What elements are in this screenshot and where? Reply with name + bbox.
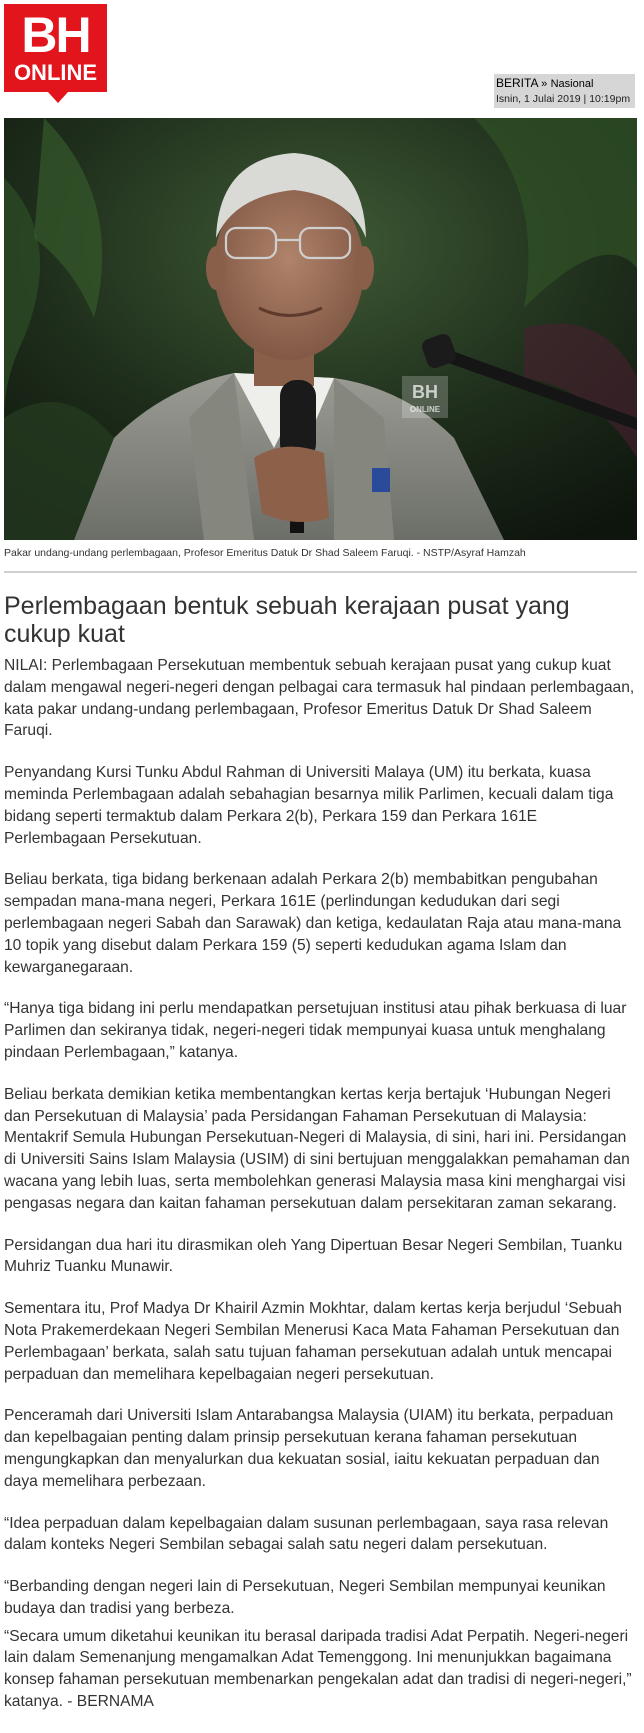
logo-online-text: ONLINE <box>13 60 98 85</box>
logo-speech-tail <box>48 92 68 103</box>
photo-watermark-bh: BH <box>412 382 438 402</box>
bh-online-logo[interactable] <box>4 4 107 103</box>
breadcrumb-subsection[interactable]: Nasional <box>550 78 594 90</box>
breadcrumb <box>496 76 593 91</box>
article-paragraph: Persidangan dua hari itu dirasmikan oleh Yang Dipertuan Besar Negeri Sembilan, Tuanku Muhriz Tuanku Munawir. <box>4 1236 623 1276</box>
article-paragraph: “Hanya tiga bidang ini perlu mendapatkan persetujuan institusi atau pihak berkuasa di luar Parlimen dan sekiranya tidak, negeri-negeri tidak mempunyai kuasa untuk menghalang pindaan Perlembagaan,” katanya. <box>4 1000 627 1061</box>
article-title: Perlembagaan bentuk sebuah kerajaan pusat yang cukup kuat <box>4 592 570 648</box>
logo-bh-text: BH <box>21 7 90 63</box>
article-body <box>4 655 636 1733</box>
article-meta <box>494 74 635 108</box>
article-paragraph: NILAI: Perlembagaan Persekutuan membentuk sebuah kerajaan pusat yang cukup kuat dalam mengawal negeri-negeri dengan pelbagai cara termasuk hal pindaan perlembagaan, kata pakar undang-undang perlembagaan, Profesor Emeritus Datuk Dr Shad Saleem Faruqi. <box>4 657 635 740</box>
breadcrumb-section[interactable]: BERITA <box>496 76 538 90</box>
photo-watermark-online: ONLINE <box>409 405 441 414</box>
speaker-photo-illustration <box>4 118 637 540</box>
article-paragraph: “Secara umum diketahui keunikan itu berasal daripada tradisi Adat Perpatih. Negeri-negeri lain dalam Semenanjung mengamalkan Adat Temenggong. Ini menunjukkan bagaimana konsep fahaman persekutuan membenarkan pengekalan adat dan tradisi di negeri-negeri,” katanya. - BERNAMA <box>4 1627 632 1711</box>
divider <box>4 571 637 573</box>
photo-caption: Pakar undang-undang perlembagaan, Profesor Emeritus Datuk Dr Shad Saleem Faruqi. - NSTP/Asyraf Hamzah <box>4 547 526 559</box>
breadcrumb-separator: » <box>541 78 548 90</box>
article-photo <box>4 118 637 540</box>
article-paragraph: Penceramah dari Universiti Islam Antarabangsa Malaysia (UIAM) itu berkata, perpaduan dan kepelbagaian penting dalam prinsip persekutuan kerana fahaman persekutuan mengungkapkan dan menyalurkan dua kekuatan sosial, iaitu kekuatan perpaduan dan daya memelihara perbezaan. <box>4 1407 614 1490</box>
article-paragraph: Sementara itu, Prof Madya Dr Khairil Azmin Mokhtar, dalam kertas kerja berjudul ‘Sebuah Nota Prakemerdekaan Negeri Sembilan Menerusi Kaca Mata Fahaman Persekutuan dan Perlembagaan’ berkata, salah satu tujuan fahaman persekutuan adalah untuk mencapai perpaduan dan memelihara kepelbagaian negeri persekutuan. <box>4 1300 622 1383</box>
article-paragraph: Beliau berkata demikian ketika membentangkan kertas kerja bertajuk ‘Hubungan Negeri dan Persekutuan di Malaysia’ pada Persidangan Fahaman Persekutuan di Malaysia: Mentakrif Semula Hubungan Persekutuan-Negeri di Malaysia, di sini, hari ini. Persidangan di Universiti Sains Islam Malaysia (USIM) di sini bertujuan menggalakkan pemahaman dan wacana yang lebih luas, serta membolehkan generasi Malaysia masa kini menghargai visi pengasas negara dan kaitan fahaman persekutuan dalam persekitaran zaman sekarang. <box>4 1085 630 1212</box>
publish-date: Isnin, 1 Julai 2019 | 10:19pm <box>496 93 631 105</box>
article-paragraph: “Berbanding dengan negeri lain di Persekutuan, Negeri Sembilan mempunyai keunikan budaya dan tradisi yang berbeza. <box>4 1578 606 1617</box>
article-paragraph: “Idea perpaduan dalam kepelbagaian dalam susunan perlembagaan, saya rasa relevan dalam konteks Negeri Sembilan sebagai salah satu negeri dalam persekutuan. <box>4 1514 609 1554</box>
article-paragraph: Beliau berkata, tiga bidang berkenaan adalah Perkara 2(b) membabitkan pengubahan sempadan mana-mana negeri, Perkara 161E (perlindungan kedudukan dari segi perlembagaan negeri Sabah dan Sarawak) dan ketiga, kedaulatan Raja atau mana-mana 10 topik yang disebut dalam Perkara 159 (5) seperti kedudukan agama Islam dan kewarganegaraan. <box>4 871 622 976</box>
article-paragraph: Penyandang Kursi Tunku Abdul Rahman di Universiti Malaya (UM) itu berkata, kuasa meminda Perlembagaan adalah sebahagian besarnya milik Parlimen, kecuali dalam tiga bidang seperti termaktub dalam Perkara 2(b), Perkara 159 dan Perkara 161E Perlembagaan Persekutuan. <box>4 764 614 847</box>
